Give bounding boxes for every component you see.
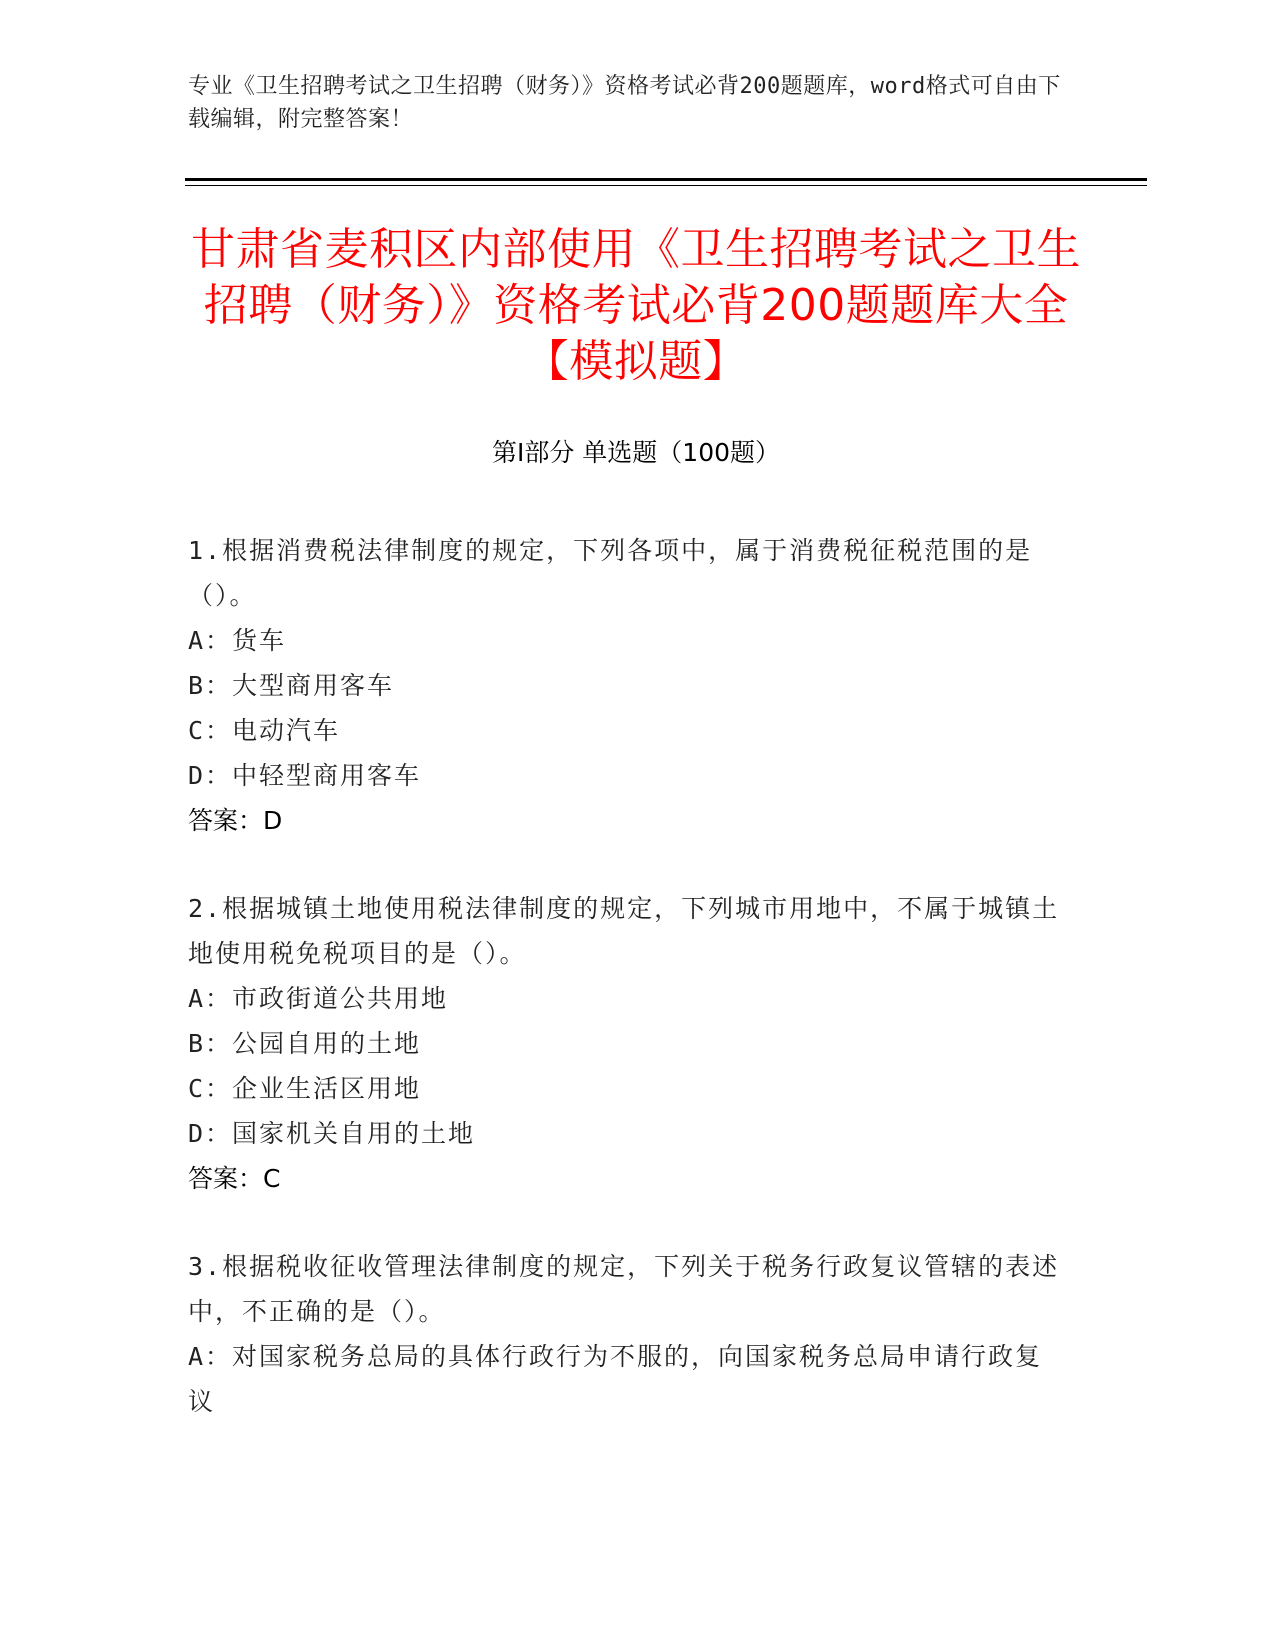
answer-text: 答案：C [188,1164,281,1193]
question-item [188,886,1068,1201]
question-text: 2.根据城镇土地使用税法律制度的规定，下列城市用地中，不属于城镇土地使用税免税项目的是（）。 [188,894,1060,968]
question-text: 1.根据消费税法律制度的规定，下列各项中，属于消费税征税范围的是（）。 [188,536,1033,610]
section-heading: 第Ⅰ部分 单选题（100题） [491,438,781,467]
question-item [188,1244,1068,1424]
answer-text: 答案：D [188,806,283,835]
option-d: D：中轻型商用客车 [188,761,422,790]
document-title: 甘肃省麦积区内部使用《卫生招聘考试之卫生招聘（财务）》资格考试必背200题题库大全【模拟题】 [191,224,1081,387]
header-divider-thin [185,185,1147,186]
header-divider-thick [185,178,1147,181]
option-b: B：大型商用客车 [188,671,395,700]
question-text: 3.根据税收征收管理法律制度的规定，下列关于税务行政复议管辖的表述中，不正确的是（）。 [188,1252,1060,1326]
option-a: A：货车 [188,626,287,655]
option-a: A：对国家税务总局的具体行政行为不服的，向国家税务总局申请行政复议 [188,1342,1043,1416]
option-d: D：国家机关自用的土地 [188,1119,476,1148]
option-b: B：公园自用的土地 [188,1029,422,1058]
option-c: C：电动汽车 [188,716,341,745]
question-list [188,528,1068,1467]
option-c: C：企业生活区用地 [188,1074,422,1103]
header-note: 专业《卫生招聘考试之卫生招聘（财务）》资格考试必背200题题库，word格式可自由下载编辑，附完整答案！ [188,74,1061,132]
option-a: A：市政街道公共用地 [188,984,449,1013]
question-item [188,528,1068,843]
